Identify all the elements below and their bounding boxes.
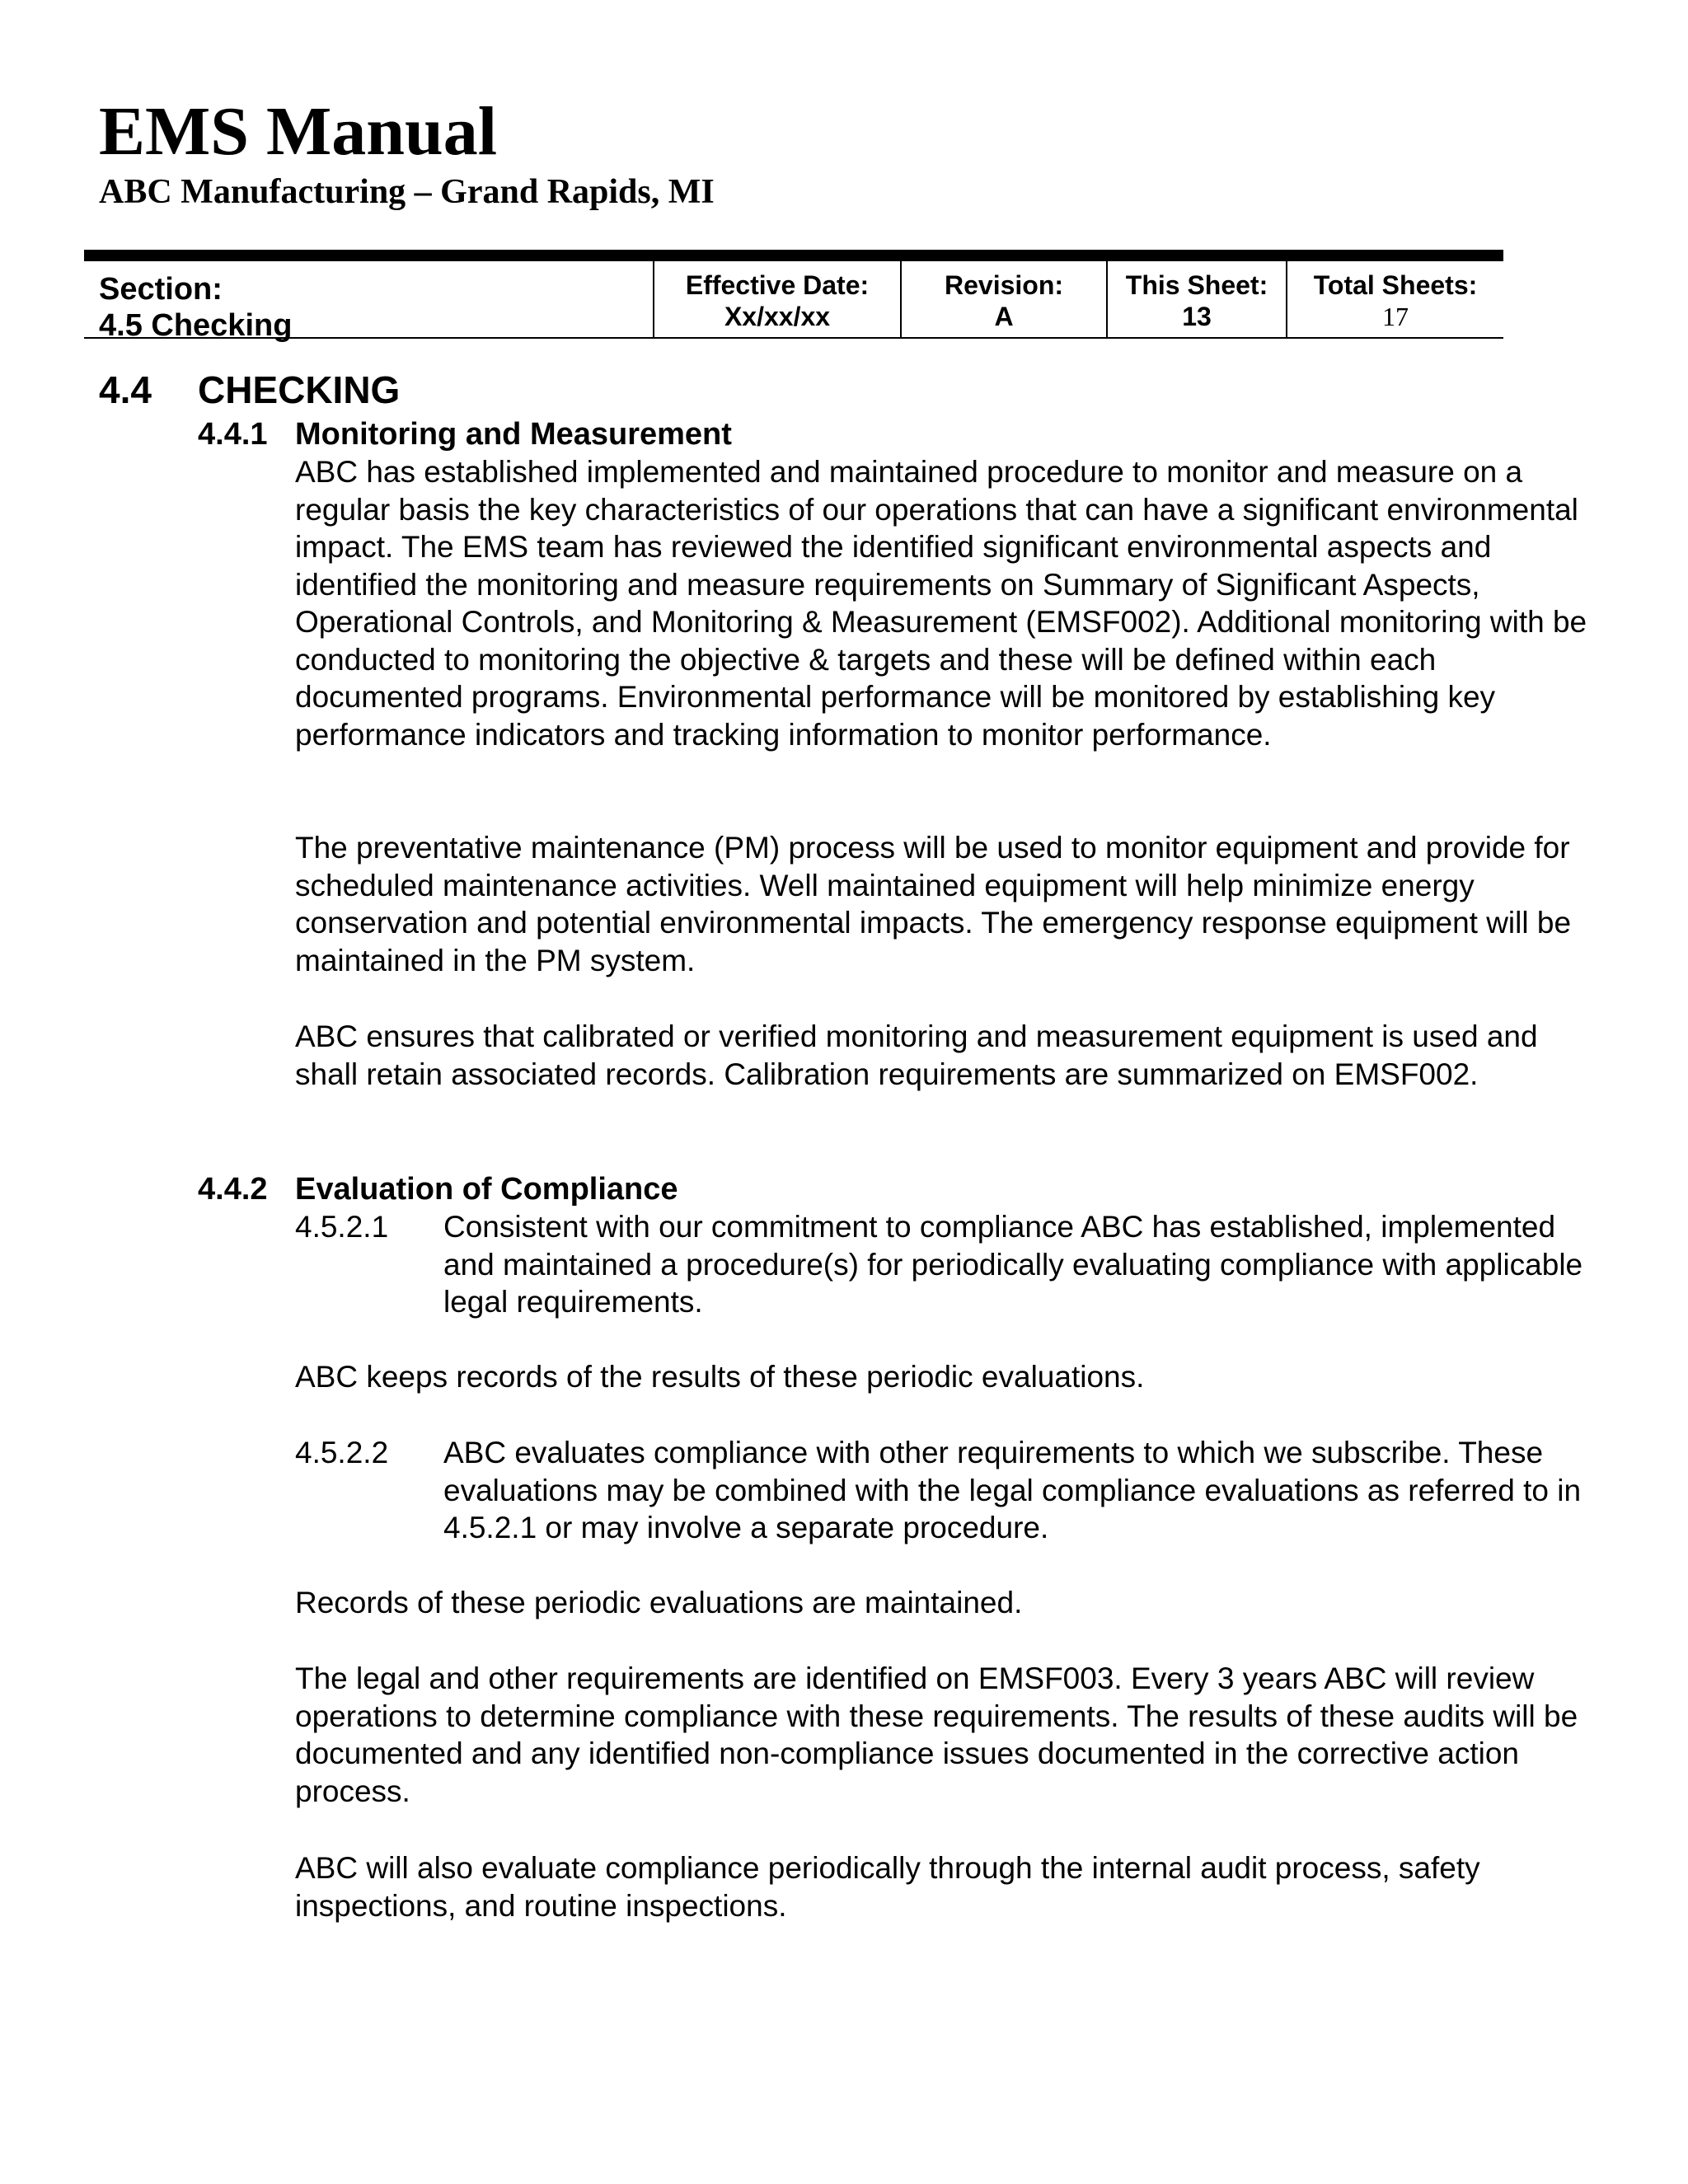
total-sheets-value: 17	[1382, 302, 1409, 331]
revision-label: Revision:	[944, 270, 1064, 300]
document-title: EMS Manual	[99, 93, 498, 170]
subsection-title: Evaluation of Compliance	[295, 1172, 678, 1207]
paragraph	[295, 1358, 1589, 1396]
paragraph-text: ABC has established implemented and maintained procedure to monitor and measure on a regular basis the key characteristics of our operations that can have a significant environmental impact. The EMS team has reviewed the identified significant environmental aspects and identified the monitoring and measure requirements on Summary of Significant Aspects, Operational Controls, and Monitoring & Measurement (EMSF002). Additional monitoring with be conducted to monitoring the objective & targets and these will be defined within each documented programs. Environmental performance will be monitored by establishing key performance indicators and tracking information to monitor performance.	[295, 455, 1587, 752]
paragraph-text: ABC will also evaluate compliance periodically through the internal audit process, safety inspections, and routine inspections.	[295, 1851, 1480, 1923]
item-text: Consistent with our commitment to compliance ABC has established, implemented and maintained a procedure(s) for periodically evaluating compliance with applicable legal requirements.	[443, 1210, 1583, 1319]
paragraph	[295, 1018, 1589, 1093]
paragraph	[295, 1584, 1589, 1622]
effective-date-value: Xx/xx/xx	[724, 302, 831, 331]
effective-date-cell	[653, 261, 900, 337]
paragraph-text: Records of these periodic evaluations are maintained.	[295, 1586, 1023, 1619]
paragraph	[295, 1660, 1589, 1810]
item-number: 4.5.2.2	[295, 1436, 389, 1469]
item-text: ABC evaluates compliance with other requirements to which we subscribe. These evaluations may be combined with the legal compliance evaluations as referred to in 4.5.2.1 or may involve a separate procedure.	[443, 1436, 1582, 1544]
revision-value: A	[994, 302, 1014, 331]
total-sheets-cell	[1286, 261, 1503, 337]
this-sheet-label: This Sheet:	[1125, 270, 1268, 300]
paragraph	[295, 453, 1589, 753]
header-table	[84, 250, 1503, 343]
paragraph	[295, 1849, 1589, 1924]
subsection-number: 4.4.1	[198, 417, 268, 452]
this-sheet-value: 13	[1182, 302, 1212, 331]
section-label: Section:	[99, 272, 223, 307]
subsection-title: Monitoring and Measurement	[295, 417, 732, 452]
paragraph-text: The legal and other requirements are identified on EMSF003. Every 3 years ABC will review operations to determine compliance with these requirements. The results of these audits will be documented and any identified non-compliance issues documented in the corrective action process.	[295, 1661, 1578, 1808]
section-value: 4.5 Checking	[99, 308, 293, 343]
paragraph	[295, 829, 1589, 979]
paragraph-text: ABC ensures that calibrated or verified monitoring and measurement equipment is used and shall retain associated records. Calibration requirements are summarized on EMSF002.	[295, 1019, 1538, 1091]
section-title: CHECKING	[198, 368, 401, 411]
section-cell	[84, 261, 653, 343]
paragraph-text: The preventative maintenance (PM) process will be used to monitor equipment and provide for scheduled maintenance activities. Well maintained equipment will help minimize energy conservation and potential environmental impacts. The emergency response equipment will be maintained in the PM system.	[295, 831, 1572, 977]
section-number: 4.4	[99, 368, 152, 411]
document-subtitle: ABC Manufacturing – Grand Rapids, MI	[99, 173, 715, 211]
item-number: 4.5.2.1	[295, 1210, 389, 1244]
this-sheet-cell	[1106, 261, 1286, 337]
effective-date-label: Effective Date:	[685, 270, 870, 300]
subsection-number: 4.4.2	[198, 1172, 268, 1207]
revision-cell	[900, 261, 1106, 337]
paragraph-text: ABC keeps records of the results of these periodic evaluations.	[295, 1360, 1145, 1394]
total-sheets-label: Total Sheets:	[1313, 270, 1478, 300]
